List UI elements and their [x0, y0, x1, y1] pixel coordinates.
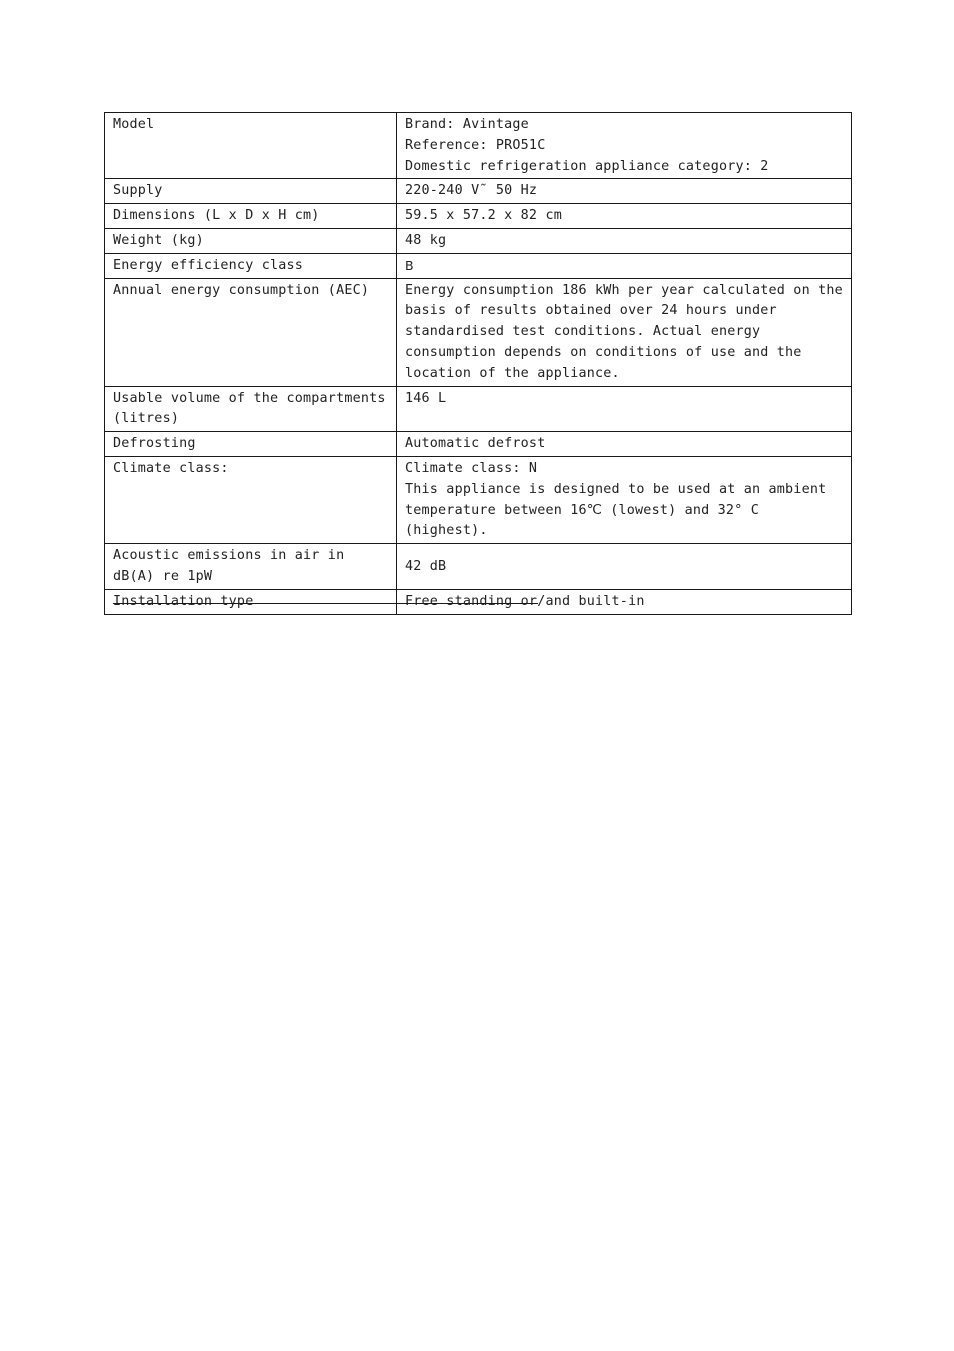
table-row-acoustic [105, 544, 852, 590]
row-value: Automatic defrost [397, 432, 852, 457]
row-label: Model [105, 113, 397, 179]
row-value: 220-240 V˜ 50 Hz [397, 179, 852, 204]
footnote-separator [113, 603, 538, 604]
row-value: 59.5 x 57.2 x 82 cm [397, 204, 852, 229]
row-label: Usable volume of the compartments (litres) [105, 386, 397, 432]
table-row-supply [105, 179, 852, 204]
row-label: Supply [105, 179, 397, 204]
table-row-model [105, 113, 852, 179]
specification-table [104, 112, 852, 615]
row-label: Dimensions (L x D x H cm) [105, 204, 397, 229]
row-label: Acoustic emissions in air in dB(A) re 1pW [105, 544, 397, 590]
table-row-weight [105, 228, 852, 253]
row-label: Defrosting [105, 432, 397, 457]
row-value: B [397, 253, 852, 278]
table-row-dimensions [105, 204, 852, 229]
row-value: 146 L [397, 386, 852, 432]
table-row-energy-class [105, 253, 852, 278]
table-row-annual-energy [105, 278, 852, 386]
row-label: Installation type [105, 589, 397, 614]
row-label: Climate class: [105, 456, 397, 543]
row-value: 42 dB [397, 544, 852, 590]
row-value: Brand: Avintage Reference: PRO51C Domestic refrigeration appliance category: 2 [397, 113, 852, 179]
table-row-defrosting [105, 432, 852, 457]
table-row-installation [105, 589, 852, 614]
row-label: Weight (kg) [105, 228, 397, 253]
table-row-usable-volume [105, 386, 852, 432]
row-value: Climate class: N This appliance is designed to be used at an ambient temperature between 16℃ (lowest) and 32° C (highest). [397, 456, 852, 543]
row-value: Free standing or/and built-in [397, 589, 852, 614]
row-value: Energy consumption 186 kWh per year calculated on the basis of results obtained over 24 hours under standardised test conditions. Actual energy consumption depends on conditions of use and the location of the appliance. [397, 278, 852, 386]
row-label: Annual energy consumption (AEC) [105, 278, 397, 386]
table-row-climate-class [105, 456, 852, 543]
row-label: Energy efficiency class [105, 253, 397, 278]
row-value: 48 kg [397, 228, 852, 253]
